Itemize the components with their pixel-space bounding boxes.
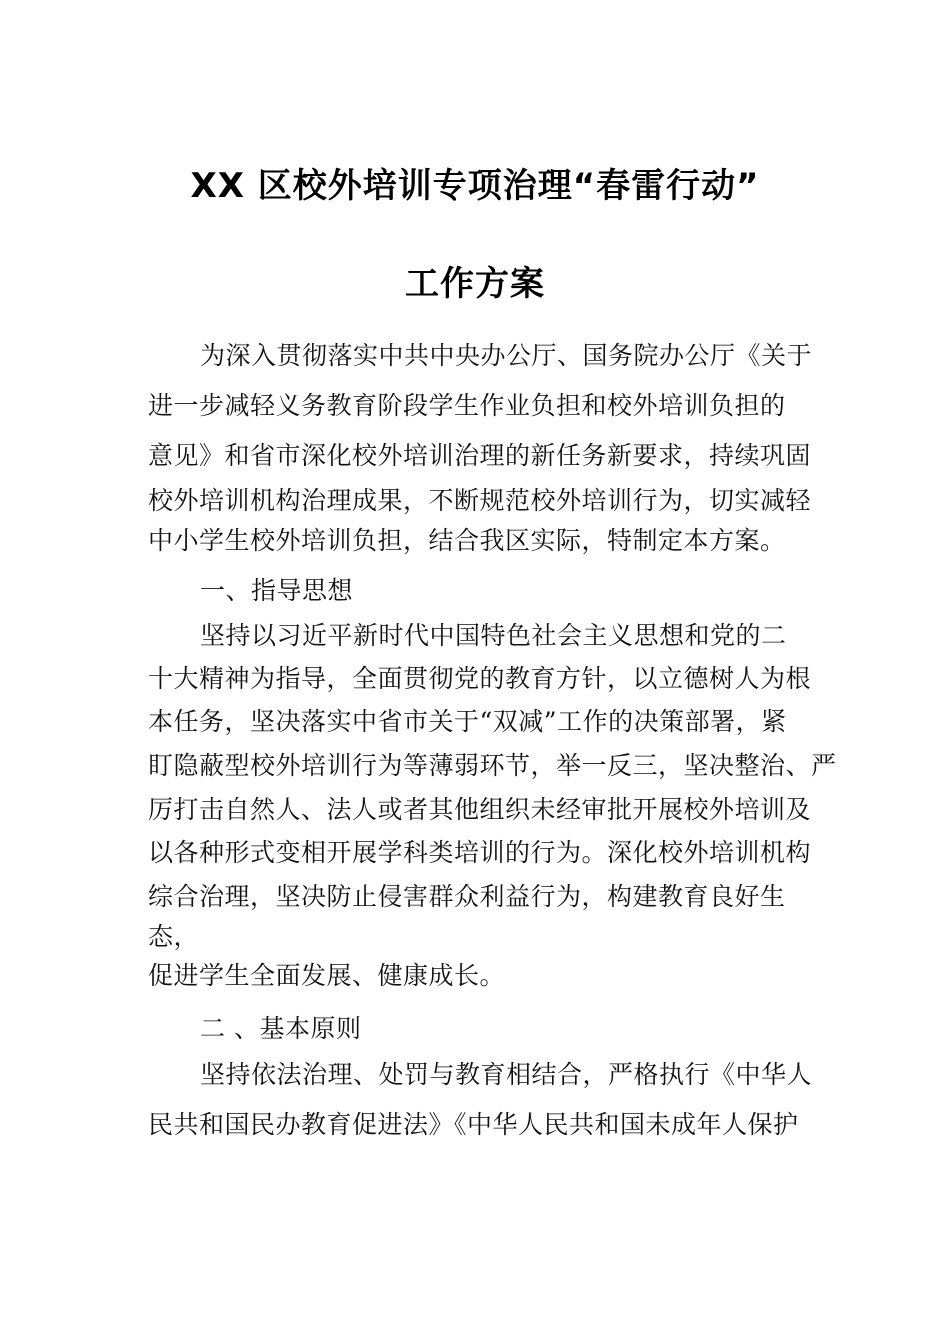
paragraph-line: 厉打击自然人、法人或者其他组织未经审批开展校外培训及 [148, 795, 812, 824]
paragraph-line: 以各种形式变相开展学科类培训的行为。深化校外培训机构 [148, 838, 812, 867]
paragraph-line: 坚持以习近平新时代中国特色社会主义思想和党的二 [200, 621, 787, 650]
paragraph-line: 盯隐蔽型校外培训行为等薄弱环节，举一反三，坚决整治、严 [148, 751, 837, 780]
paragraph-line: 促进学生全面发展、健康成长。 [148, 961, 506, 990]
section-heading: 一、指导思想 [200, 576, 354, 605]
paragraph-line: 中小学生校外培训负担，结合我区实际，特制定本方案。 [148, 526, 786, 555]
paragraph-line: 意见》和省市深化校外培训治理的新任务新要求，持续巩固 [148, 441, 812, 470]
document-title-line1: XX 区校外培训专项治理“春雷行动” [190, 166, 760, 206]
section-heading: 二 、基本原则 [200, 1014, 362, 1043]
paragraph-line: 坚持依法治理、处罚与教育相结合，严格执行《中华人 [200, 1060, 813, 1089]
document-title-line2: 工作方案 [405, 264, 545, 304]
paragraph-line: 态， [148, 922, 200, 951]
paragraph-line: 校外培训机构治理成果，不断规范校外培训行为，切实减轻 [148, 486, 812, 515]
paragraph-line: 进一步减轻义务教育阶段学生作业负担和校外培训负担的 [148, 391, 786, 420]
paragraph-line: 本任务，坚决落实中省市关于“双减”工作的决策部署，紧 [148, 707, 787, 736]
paragraph-line: 综合治理，坚决防止侵害群众利益行为，构建教育良好生 [148, 882, 786, 911]
paragraph-line: 十大精神为指导，全面贯彻党的教育方针，以立德树人为根 [148, 664, 812, 693]
paragraph-line: 民共和国民办教育促进法》《中华人民共和国未成年人保护 [148, 1110, 799, 1139]
paragraph-line: 为深入贯彻落实中共中央办公厅、国务院办公厅《关于 [200, 341, 813, 370]
